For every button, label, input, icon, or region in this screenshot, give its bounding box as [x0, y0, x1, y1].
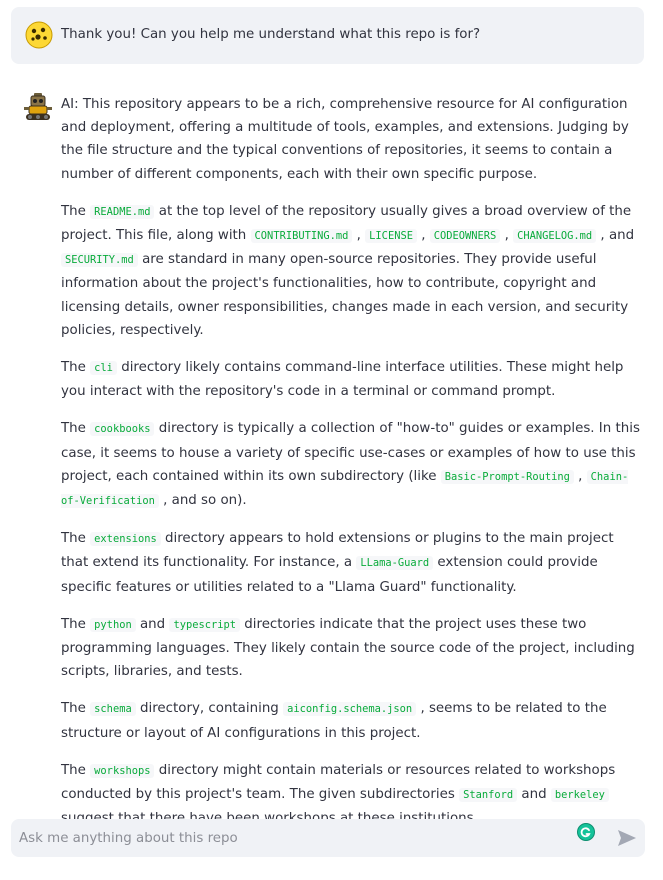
paragraph-text: and [517, 787, 551, 803]
paragraph-text: , [416, 228, 430, 244]
inline-code: Chain-of-Verification [61, 470, 629, 508]
assistant-paragraph [61, 200, 643, 342]
user-message-text: Thank you! Can you help me understand what this repo is for? [61, 27, 481, 42]
send-icon[interactable] [616, 828, 638, 848]
paragraph-text: are standard in many open-source repositories. They provide useful information about the project's functionalities, how to contribute, copyright and licensing details, owner responsibilities, changes made in each version, and security policies, respectively. [61, 252, 629, 338]
assistant-paragraph [61, 527, 643, 599]
paragraph-text: and [135, 616, 170, 632]
paragraph-text: , [500, 228, 514, 244]
assistant-message [61, 93, 643, 844]
paragraph-text: directory might contain materials or resources related to workshops conducted by this project's team. The given subdirectories [61, 762, 616, 803]
inline-code: README.md [90, 205, 154, 219]
paragraph-text: extension could provide specific features or utilities related to a "Llama Guard" functionality. [61, 555, 598, 595]
inline-code: python [90, 618, 136, 632]
inline-code: Stanford [459, 788, 517, 802]
paragraph-text: The [61, 616, 91, 632]
paragraph-text: directories indicate that the project uses these two programming languages. They likely contain the source code of the project, including scripts, libraries, and tests. [61, 616, 635, 680]
inline-code: LICENSE [365, 229, 417, 243]
paragraph-text: at the top level of the repository usually gives a broad overview of the project. This file, along with [61, 203, 632, 244]
paragraph-text: The [61, 360, 91, 376]
inline-code: LLama-Guard [356, 556, 433, 570]
paragraph-text: The [61, 701, 91, 717]
assistant-paragraph [61, 613, 643, 684]
paragraph-text: directory appears to hold extensions or plugins to the main project that extend its functionality. For instance, a [61, 531, 614, 571]
inline-code: workshops [90, 764, 154, 778]
assistant-paragraph [61, 697, 643, 744]
paragraph-text: , [352, 228, 366, 244]
inline-code: extensions [90, 532, 161, 546]
inline-code: CODEOWNERS [430, 229, 501, 243]
paragraph-text: The [61, 421, 91, 437]
paragraph-text: directory likely contains command-line interface utilities. These might help you interact with the repository's code in a terminal or command prompt. [61, 360, 624, 400]
inline-code: CONTRIBUTING.md [251, 229, 353, 243]
paragraph-text: , [573, 468, 587, 484]
paragraph-text: , and so on). [158, 493, 247, 509]
inline-code: cli [90, 361, 117, 375]
inline-code: berkeley [551, 788, 609, 802]
chat-input-bar [11, 819, 645, 857]
grammarly-icon[interactable] [577, 823, 595, 841]
assistant-paragraph [61, 417, 643, 513]
inline-code: SECURITY.md [61, 253, 138, 267]
inline-code: typescript [169, 618, 240, 632]
robot-icon [22, 93, 54, 123]
user-smiley-icon [25, 21, 53, 49]
chat-input[interactable] [11, 819, 571, 857]
inline-code: cookbooks [90, 422, 154, 436]
paragraph-text: directory is typically a collection of "how-to" guides or examples. In this case, it seems to house a variety of specific use-cases or examples of how to use this project, each contained within its own subdirectory (like [61, 421, 640, 484]
paragraph-text: directory, containing [135, 701, 284, 717]
paragraph-text: AI: This repository appears to be a rich, comprehensive resource for AI configuration and deployment, offering a multitude of tools, examples, and extensions. Judging by the file structure and the typical conventions of repositories, it seems to contain a number of different components, each with their own specific purpose. [61, 97, 629, 182]
inline-code: aiconfig.schema.json [283, 702, 416, 716]
inline-code: schema [90, 702, 136, 716]
paragraph-text: The [61, 203, 91, 219]
paragraph-text: The [61, 762, 91, 778]
paragraph-text: , seems to be related to the structure or layout of AI configurations in this project. [61, 701, 607, 741]
inline-code: Basic-Prompt-Routing [441, 470, 574, 484]
assistant-paragraph [61, 356, 643, 403]
assistant-paragraph [61, 93, 643, 186]
inline-code: CHANGELOG.md [513, 229, 596, 243]
paragraph-text: The [61, 531, 91, 547]
paragraph-text: , and [596, 228, 635, 244]
user-message [11, 7, 644, 64]
